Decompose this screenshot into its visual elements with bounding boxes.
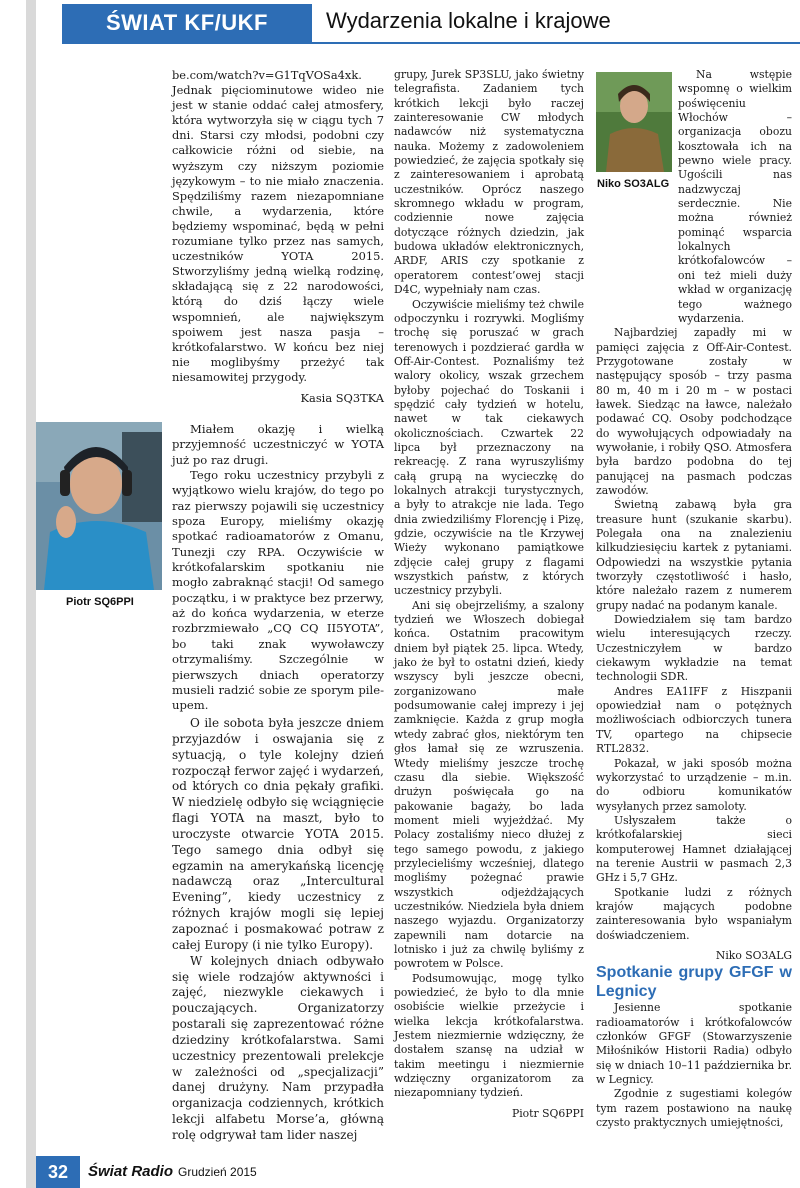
paragraph: Jesienne spotkanie radioamatorów i krótkofalowców członków GFGF (Stowarzyszenie Miłośników Historii Radia) odbyło się w dniach 10–11 października br. w Legnicy. — [596, 1001, 792, 1087]
column-1-bottom — [172, 716, 384, 1144]
paragraph: W kolejnych dniach odbywało się wiele rodzajów aktywności i zajęć, niezwykle ciekawych i pouczających. Organizatorzy postarali się zaprezentować różne dziedziny krótkofalarstwa. Sami uczestnicy prezentowali prelekcje w zależności od „specjalizacji” danej drużyny. Nam przypadła organizacja codziennych, krótkich lekcji alfabetu Morse’a, główną rolę odgrywał tam lider naszej — [172, 953, 384, 1142]
page-header — [36, 0, 800, 44]
page-number: 32 — [36, 1156, 80, 1188]
paragraph: O ile sobota była jeszcze dniem przyjazdów i oswajania się z sytuacją, o tyle kolejny dzień rozpoczął ferwor zajęć i wydarzeń, od których co dnia pękały grafiki. W niedzielę odbyło się wciągnięcie flagi YOTA na maszt, było to uroczyste otwarcie YOTA 2015. Tego samego dnia odbył się egzamin na amerykańską licencję nadawczą oraz „Intercultural Evening”, kiedy uczestnicy z różnych krajów mogli się lepiej zapoznać i posmakować potraw z całej Europy (i nie tylko Europy). — [172, 716, 384, 952]
paragraph: Usłyszałem także o krótkofalarskiej sieci komputerowej Hamnet działającej na terenie Austrii w pasmach 2,3 GHz i 5,7 GHz. — [596, 813, 792, 885]
paragraph: Spotkanie ludzi z różnych krajów mających podobne zainteresowania było wspaniałym doświadczeniem. — [596, 885, 792, 942]
paragraph: be.com/watch?v=G1TqVOSa4xk. Jednak pięciominutowe wideo nie jest w stanie oddać całej atmosfery, która wytworzyła się w ciągu tych 7 dni. Starsi czy młodsi, podobni czy całkowicie różni od siebie, na wyższym czy niższym poziomie językowym – to nie miało znaczenia. Spędziliśmy razem niezapomniane chwile, a wydarzenia, które będziemy wspominać, będą w pełni rozumiane tylko przez nas samych, uczestników YOTA 2015. Stworzyliśmy jedną wielką rodzinę, składającą się z 22 narodowości, którą do dziś łączy wiele wspomnień, ale największym spoiwem jest nasza pasja – krótkofalarstwo. W końcu bez niej nie moglibyśmy przeżyć tak niesamowitej przygody. — [172, 68, 384, 384]
paragraph: Świetną zabawą była gra treasure hunt (szukanie skarbu). Polegała ona na znalezieniu kilkudziesięciu kartek z pytaniami. Odpowiedzi na wszystkie pytania tworzyły częstotliwość i hasło, które należało razem z numerem grupy nadać na podanym kanale. — [596, 498, 792, 612]
paragraph: Miałem okazję i wielką przyjemność uczestniczyć w YOTA już po raz drugi. — [172, 422, 384, 467]
author-signature: Niko SO3ALG — [715, 948, 792, 962]
magazine-name: Świat Radio — [88, 1163, 174, 1180]
paragraph: Andres EA1IFF z Hiszpanii opowiedział nam o potężnych możliwościach odbiorczych tunera TV, opartego na chipsecie RTL2832. — [596, 684, 792, 756]
paragraph: Zgodnie z sugestiami kolegów tym razem postawiono na naukę czysto praktycznych umiejętności, — [596, 1087, 792, 1130]
column-1-middle — [172, 422, 384, 714]
page-edge — [0, 0, 36, 1188]
portrait-image — [36, 422, 162, 590]
author-signature: Piotr SQ6PPI — [511, 1106, 584, 1120]
paragraph: grupy, Jurek SP3SLU, jako świetny telegrafista. Zadaniem tych krótkich lekcji było raczej zainteresowanie CW młodych nadawców niż systematyczna nauka. Możemy z zadowoleniem powiedzieć, że zajęcia spotkały się z zainteresowaniem i aprobatą uczestników. Oprócz naszego skromnego wkładu w program, codziennie nowe zajęcia dotyczące różnych dziedzin, jak budowa układów elektronicznych, ARDF, ARIS czy spotkanie z operatorem contest’owej stacji D4C, wypełniały nam czas. — [394, 68, 584, 297]
section-title: Wydarzenia lokalne i krajowe — [326, 8, 611, 33]
page-gutter — [26, 0, 36, 1188]
header-rule — [62, 42, 800, 44]
paragraph: Oczywiście mieliśmy też chwile odpoczynku i rozrywki. Mogliśmy trochę się poruszać w grach terenowych i pozdzierać gardła w Off-Air-Contest. Poznaliśmy też walory okolicy, wszak grzechem byłoby pojechać do Toskanii i spędzić cały tydzień w hotelu, nawet w tak ciekawych okolicznościach. Czwartek 22 lipca był przeznaczony na rekreację. Z rana wyruszyliśmy całą grupą na wycieczkę do lokalnych atrakcji turystycznych, a były to atrakcje nie lada. Tego dnia zwiedziliśmy Florencję i Pizę, gdzie, oczywiście na tle Krzywej Wieży wykonano pamiątkowe zdjęcie całej grupy z flagami wszystkich państw, z których uczestnicy przybyli. — [394, 297, 584, 598]
column-1-top — [172, 68, 384, 406]
paragraph: Dowiedziałem się tam bardzo wielu interesujących rzeczy. Uczestniczyłem w bardzo ciekawym wykładzie na temat technologii SDR. — [596, 613, 792, 684]
paragraph: Na wstępie wspomnę o wielkim poświęceniu Włochów – organizacja obozu kosztowała ich na pewno wiele pracy. Ugościli nas nadzwyczaj serdecznie. Nie można również pominąć wsparcia lokalnych krótkofalowców – oni też mieli duży wkład w organizację tego ważnego wydarzenia. — [678, 68, 792, 325]
paragraph: Tego roku uczestnicy przybyli z wyjątkowo wielu krajów, do tego po raz pierwszy pojawili się uczestnicy spoza Europy, mieliśmy okazję spotkać radioamatorów z Omanu, Tunezji czy RPA. Oczywiście w krótkofalarskim spotkaniu nie mogło zabraknąć stacji! Od samego początku, i w praktyce bez przerwy, aż do końca wydarzenia, w eterze rozbrzmiewało „CQ CQ II5YOTA”, bo taki znak wywoławczy otrzymaliśmy. Szczególnie w pierwszych dniach operatorzy musieli radzić sobie ze sporym pile-upem. — [172, 468, 384, 713]
photo-caption: Niko SO3ALG — [597, 178, 670, 190]
article-heading: Spotkanie grupy GFGF w Legnicy — [596, 964, 792, 1001]
paragraph: Podsumowując, mogę tylko powiedzieć, że było to dla mnie osobiście wielkie przeżycie i wielka lekcja krótkofalarstwa. Jestem niezmiernie wdzięczny, że dostałem szansę na udział w takim meetingu i niezmiernie wdzięczny organizatorom za niezapomniany tydzień. — [394, 971, 584, 1100]
section-tag: ŚWIAT KF/UKF — [62, 4, 312, 42]
paragraph: Pokazał, w jaki sposób można wykorzystać to urządzenie – m.in. do odbioru komunikatów wysyłanych przez samoloty. — [596, 756, 792, 813]
page-footer — [36, 1156, 800, 1188]
author-signature: Kasia SQ3TKA — [300, 390, 384, 405]
text-wrap — [596, 68, 792, 326]
photo-piotr — [36, 422, 162, 590]
issue-date: Grudzień 2015 — [178, 1165, 257, 1179]
column-2 — [394, 68, 584, 1121]
column-3 — [596, 68, 792, 1130]
paragraph: Ani się obejrzeliśmy, a szalony tydzień we Włoszech dobiegał końca. Ostatnim pracowitym dniem był piątek 25. lipca. Wtedy, jako że był to ostatni dzień, kiedy wszyscy byli jeszcze obecni, zorganizowano małe podsumowanie całej imprezy i jej zamknięcie. Każda z grup mogła wtedy zabrać głos, niektórym ten głos łamał się ze wzruszenia. Wtedy mieliśmy jeszcze trochę czasu dla siebie. Większość drużyn poświęcała go na pakowanie bagaży, bo lada moment mieli wyjeżdżać. My Polacy zostaliśmy nieco dłużej z tego samego powodu, z jakiego przylecieliśmy wcześniej, dlatego mogliśmy pożegnać prawie wszystkich odjeżdżających uczestników. Niedziela była dniem naszego wyjazdu. Organizatorzy zapewnili nam dotarcie na lotnisko i już za chwilę byliśmy z powrotem w Polsce. — [394, 598, 584, 971]
photo-caption: Piotr SQ6PPI — [66, 596, 134, 608]
paragraph: Najbardziej zapadły mi w pamięci zajęcia z Off-Air-Contest. Przygotowane zostały w następujący sposób – trzy pasma 80 m, 40 m i 20 m – w postaci ławek. Siedząc na ławce, należało podawać CQ. Osoby podchodzące do wywołujących odpowiadały na wywołanie, i robiły QSO. Atmosfera była bardzo podobna do tej panującej na pasmach podczas zawodów. — [596, 326, 792, 497]
